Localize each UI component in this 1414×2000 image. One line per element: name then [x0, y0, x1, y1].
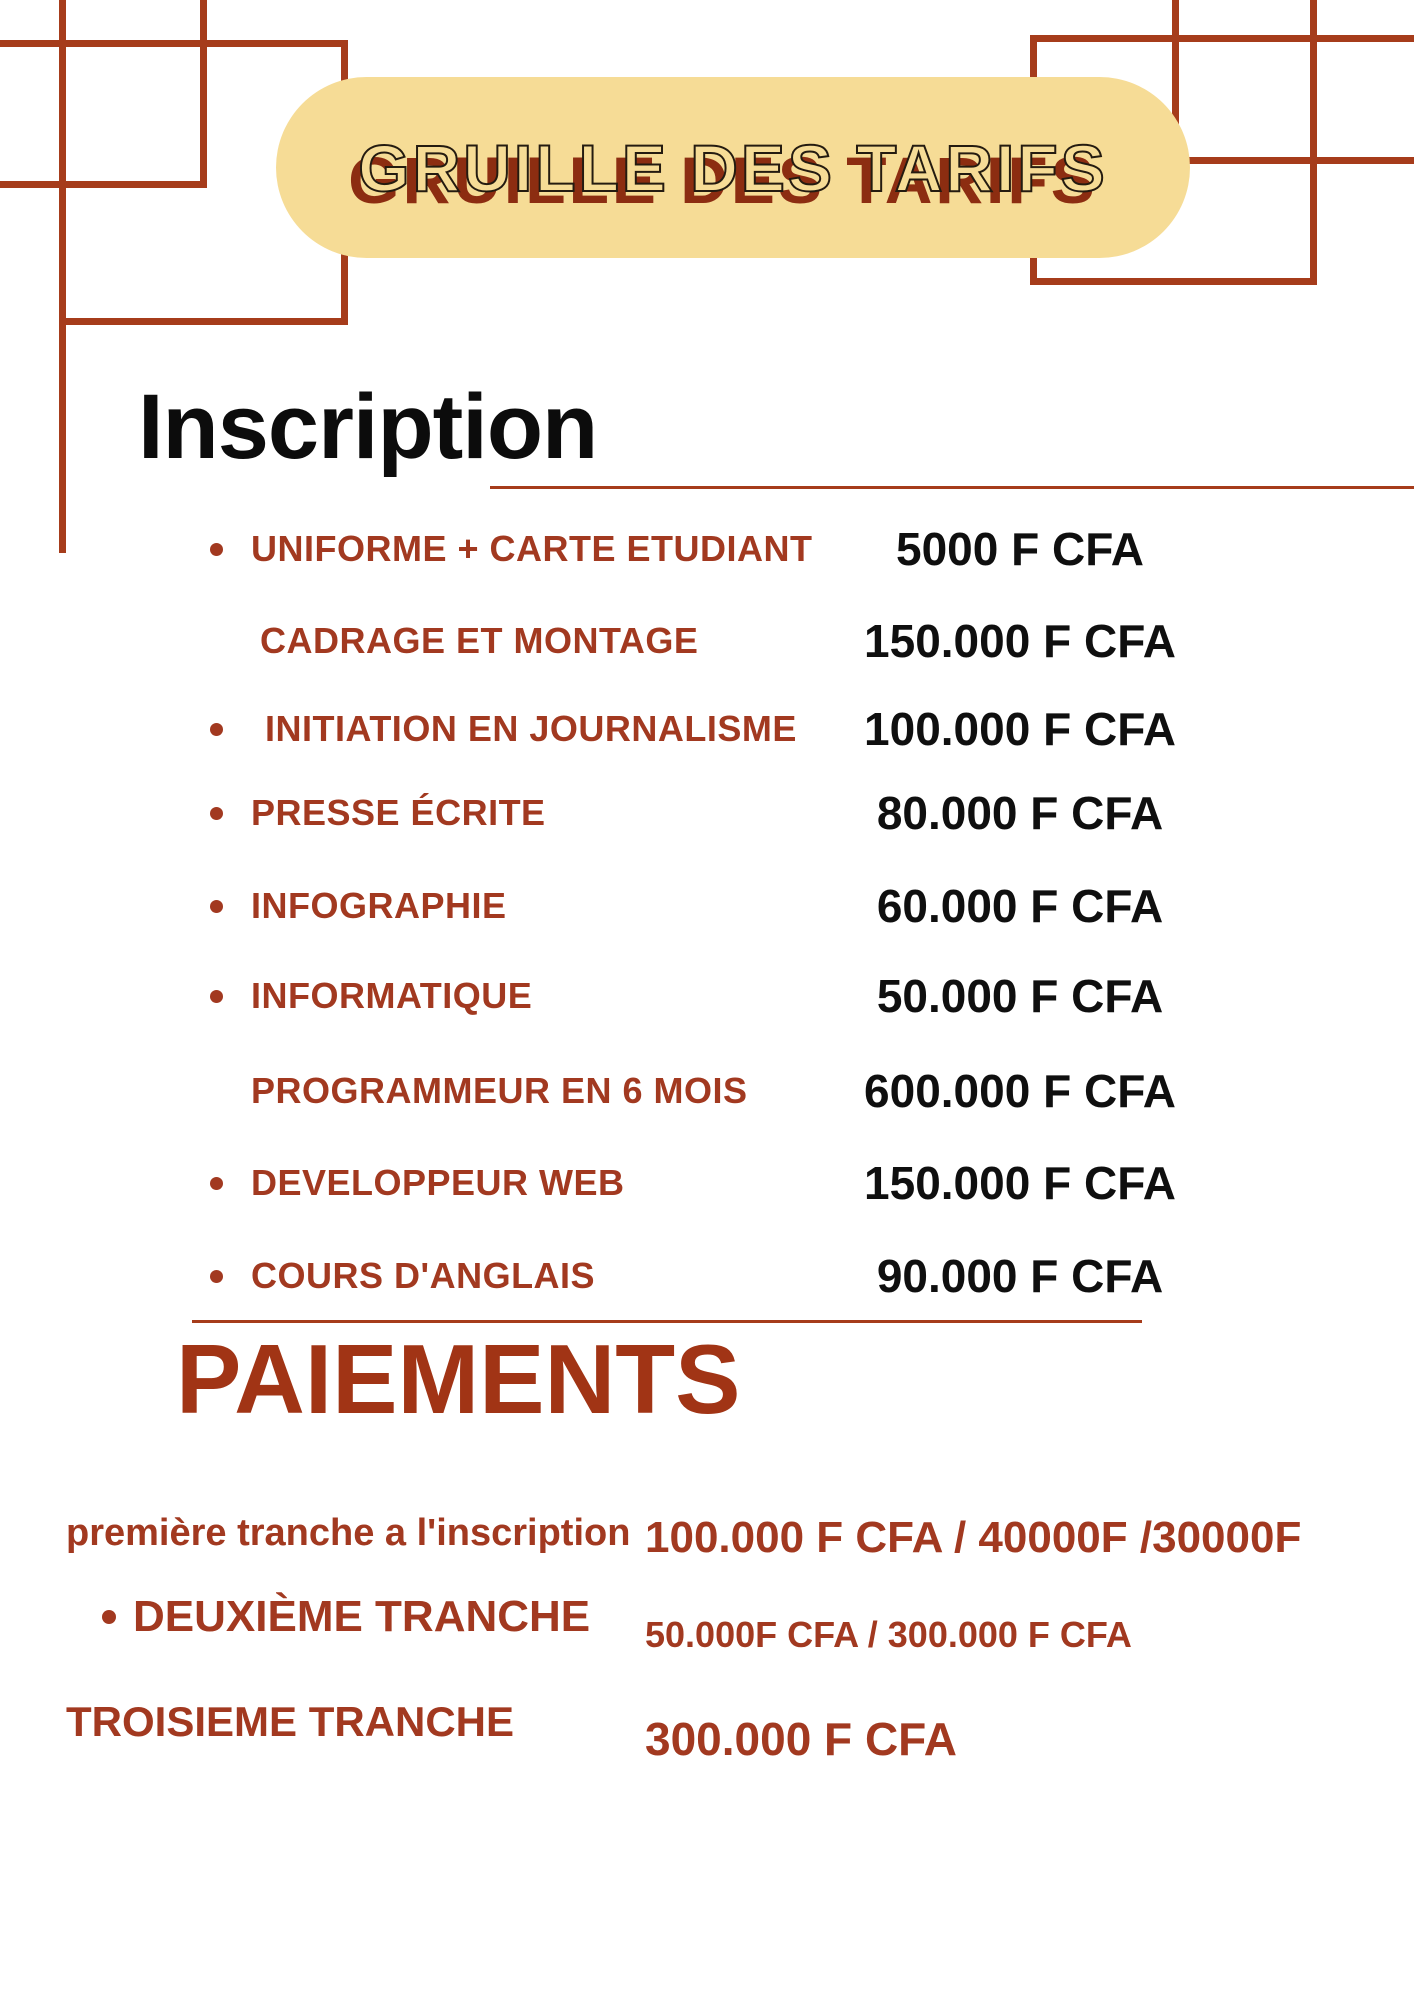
- paiements-heading: PAIEMENTS: [176, 1324, 741, 1434]
- tranche-price: 50.000F CFA / 300.000 F CFA: [645, 1614, 1132, 1655]
- tranche-price: 100.000 F CFA / 40000F /30000F: [645, 1513, 1302, 1562]
- price-row: [0, 615, 1414, 667]
- decor-line: [59, 0, 66, 553]
- item-price: 60.000 F CFA: [876, 880, 1164, 932]
- decor-line: [200, 0, 207, 184]
- item-price: 90.000 F CFA: [876, 1250, 1164, 1302]
- bullet-icon: [210, 1270, 223, 1283]
- item-label: COURS D'ANGLAIS: [251, 1255, 596, 1296]
- price-row: [0, 523, 1414, 575]
- item-price: 600.000 F CFA: [864, 1065, 1176, 1117]
- item-label: PROGRAMMEUR EN 6 MOIS: [251, 1070, 748, 1111]
- inscription-underline: [490, 486, 1414, 489]
- item-price: 50.000 F CFA: [876, 970, 1164, 1022]
- title-banner: [276, 77, 1190, 258]
- item-label: INFORMATIQUE: [251, 975, 533, 1016]
- item-price: 5000 F CFA: [896, 523, 1144, 575]
- price-row: [0, 1250, 1414, 1302]
- price-row: [0, 1157, 1414, 1209]
- item-label: UNIFORME + CARTE ETUDIANT: [251, 528, 813, 569]
- price-row: [0, 703, 1414, 755]
- item-price: 100.000 F CFA: [864, 703, 1176, 755]
- bullet-icon: [210, 807, 223, 820]
- bullet-icon: [210, 990, 223, 1003]
- bullet-icon: [210, 543, 223, 556]
- decor-line: [1172, 157, 1414, 164]
- item-price: 150.000 F CFA: [864, 1157, 1176, 1209]
- price-row: [0, 880, 1414, 932]
- tranche-label: première tranche a l'inscription: [66, 1512, 631, 1554]
- item-price: 80.000 F CFA: [876, 787, 1164, 839]
- tranche-label: TROISIEME TRANCHE: [66, 1698, 515, 1745]
- decor-line: [1310, 0, 1317, 285]
- bullet-icon: [102, 1610, 116, 1624]
- tranche-price: 300.000 F CFA: [645, 1713, 957, 1765]
- bullet-icon: [210, 900, 223, 913]
- paiements-divider: [192, 1320, 1142, 1323]
- decor-line: [1030, 278, 1317, 285]
- item-label: DEVELOPPEUR WEB: [251, 1162, 625, 1203]
- page-title: GRUILLE DES TARIFS: [358, 130, 1108, 205]
- tranche-label: DEUXIÈME TRANCHE: [133, 1592, 591, 1641]
- price-row: [0, 970, 1414, 1022]
- item-label: CADRAGE ET MONTAGE: [260, 620, 699, 661]
- bullet-icon: [210, 1177, 223, 1190]
- decor-line: [0, 40, 348, 47]
- price-row: [0, 787, 1414, 839]
- item-label: PRESSE ÉCRITE: [251, 792, 546, 833]
- price-row: [0, 1065, 1414, 1117]
- decor-line: [59, 318, 348, 325]
- decor-line: [0, 181, 207, 188]
- item-price: 150.000 F CFA: [864, 615, 1176, 667]
- item-label: INFOGRAPHIE: [251, 885, 507, 926]
- item-label: INITIATION EN JOURNALISME: [265, 708, 797, 749]
- inscription-heading: Inscription: [138, 376, 598, 478]
- decor-line: [1030, 35, 1414, 42]
- bullet-icon: [210, 723, 223, 736]
